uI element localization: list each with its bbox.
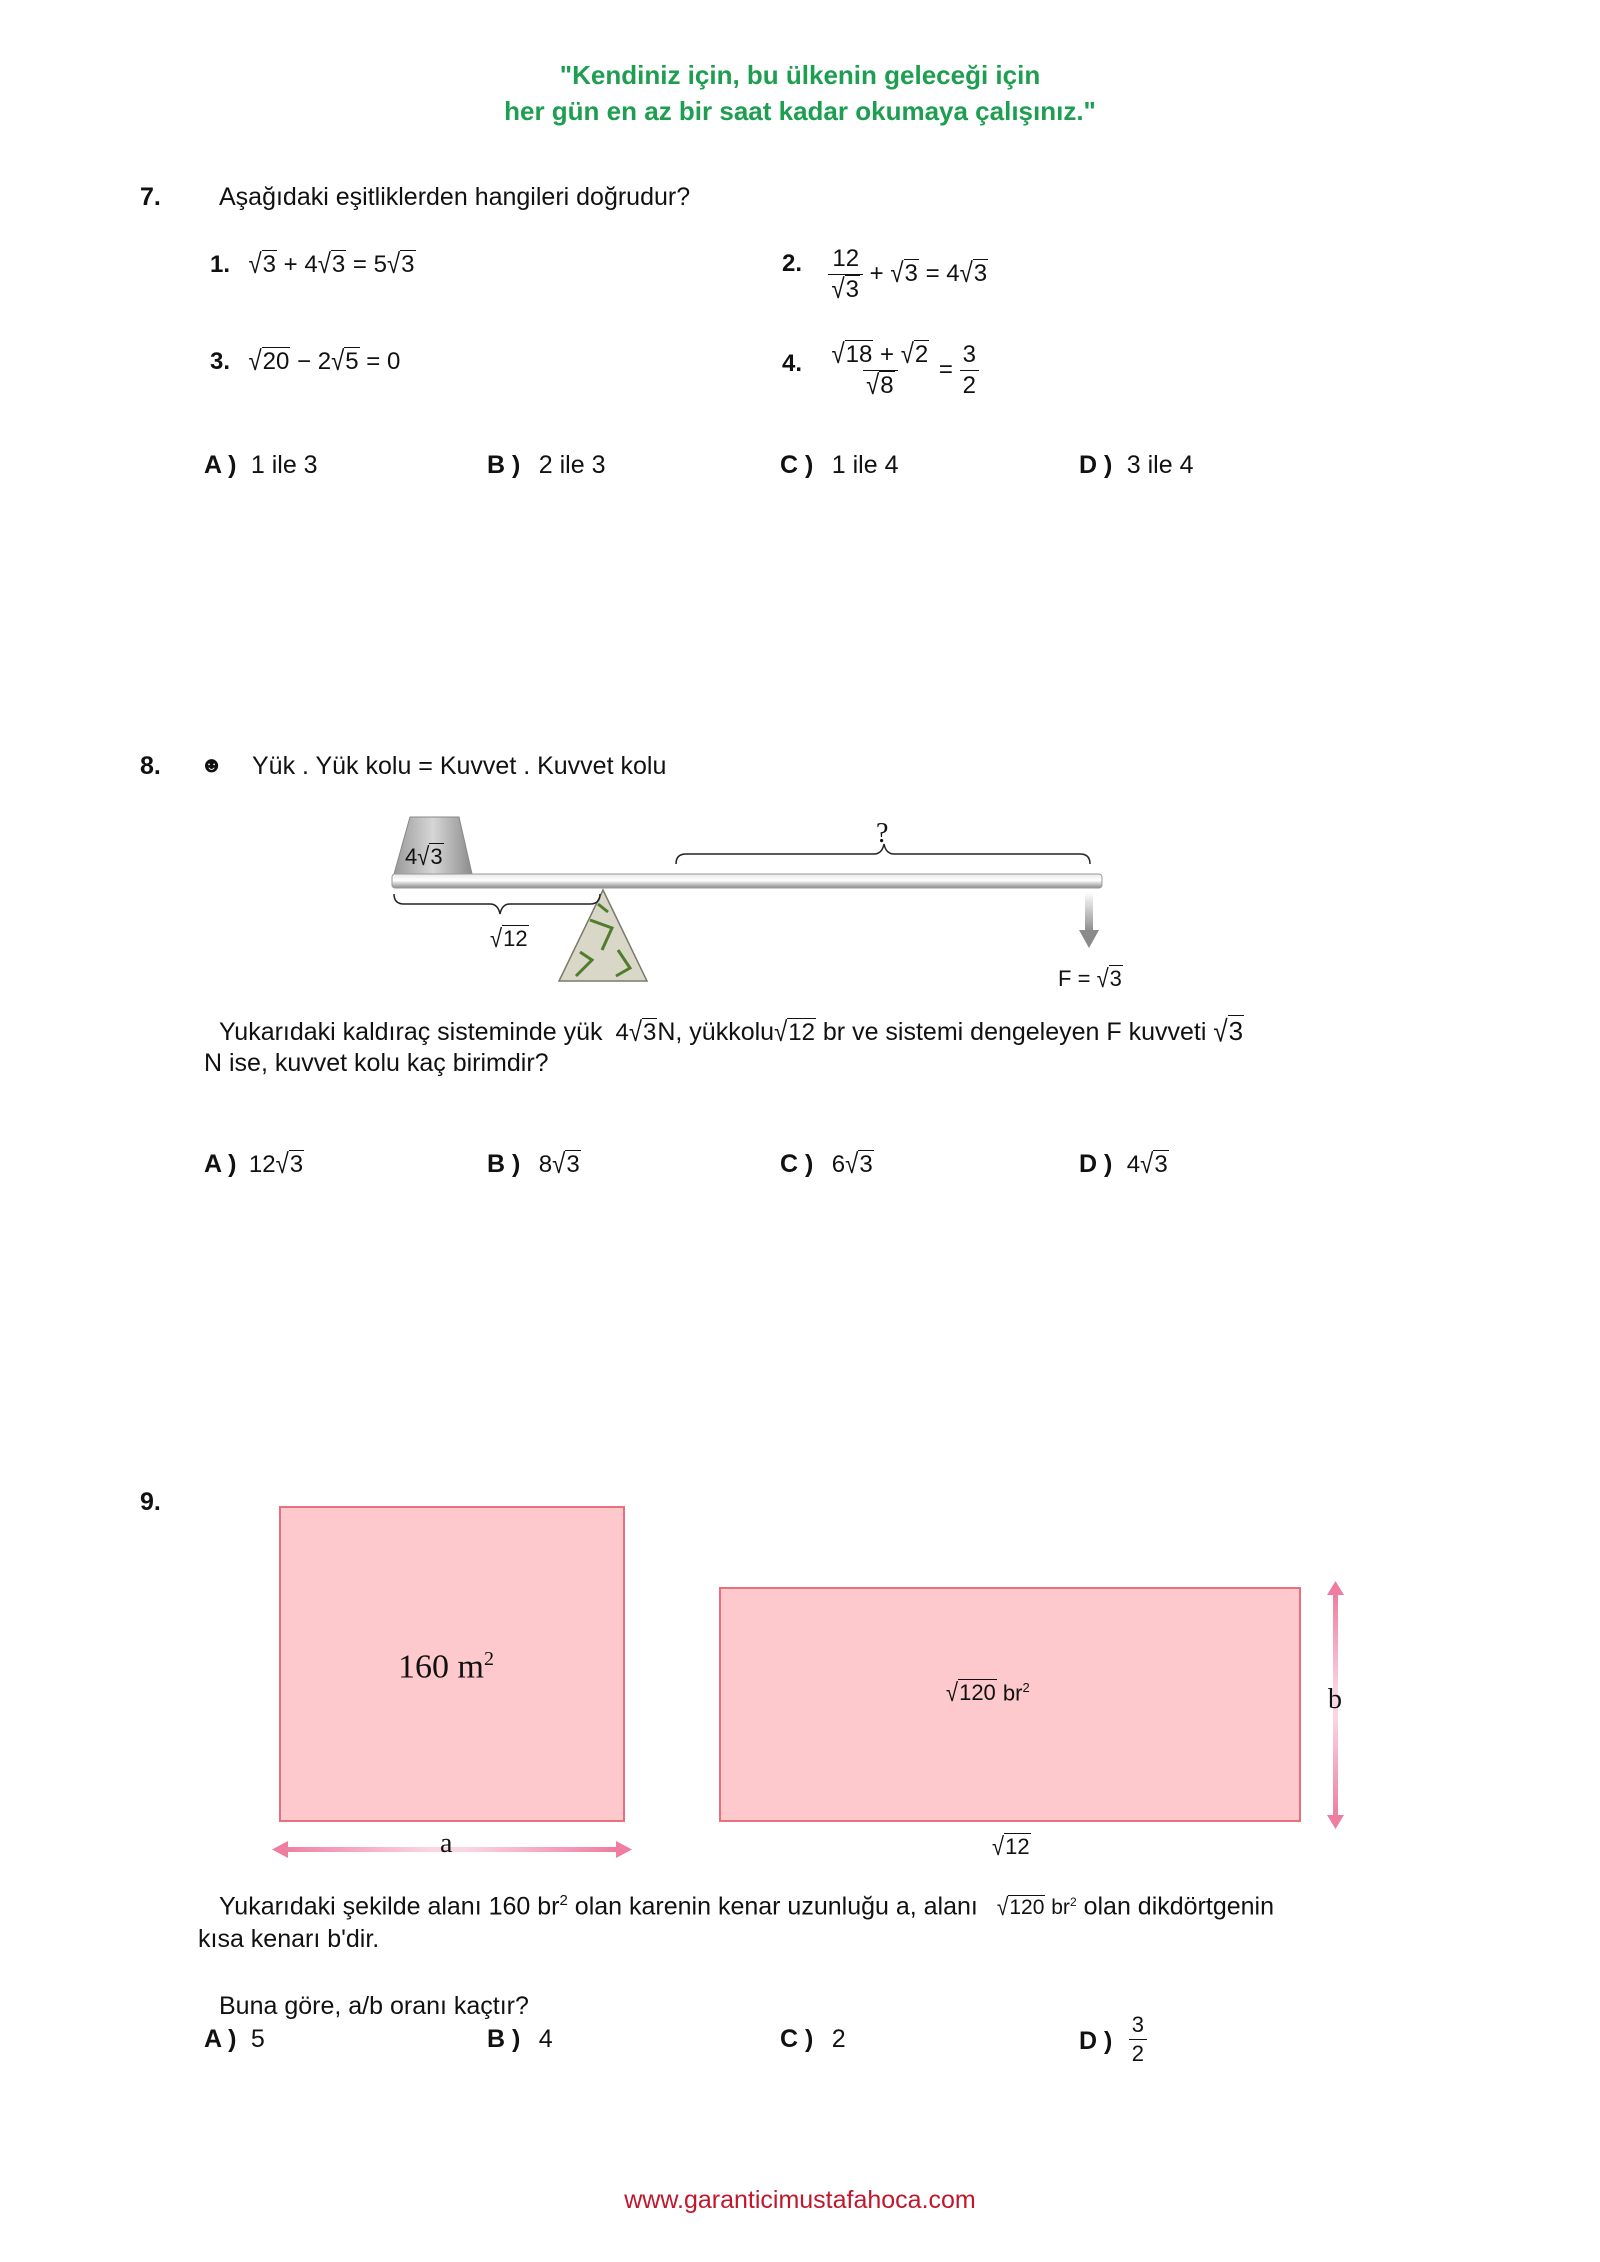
square-area-label: 160 $m^2$: [398, 1648, 494, 1686]
q7-number: 7.: [140, 183, 161, 211]
q9-text-line1: Yukarıdaki şekilde alanı 160 $br^2$ olan karenin kenar uzunluğu a, alanı √120 $br^2$ olan dikdörtgenin: [219, 1892, 1274, 1921]
side-a-arrow-left-head: [272, 1841, 288, 1858]
side-a-arrow-right-head: [616, 1841, 632, 1858]
q8-text-line1: Yukarıdaki kaldıraç sisteminde yük 4√3N, yükkolu√12 br ve sistemi dengeleyen F kuvveti √3: [219, 1013, 1244, 1049]
load-label: 4√3: [405, 842, 443, 871]
q8-formula: Yük . Yük kolu = Kuvvet . Kuvvet kolu: [252, 752, 667, 780]
q7-question: Aşağıdaki eşitliklerden hangileri doğrudur?: [219, 183, 691, 211]
header-quote: [0, 57, 1600, 129]
q8-text-line2: N ise, kuvvet kolu kaç birimdir?: [204, 1049, 549, 1077]
q7-option-b[interactable]: B ) 2 ile 3: [487, 451, 606, 479]
q7-item-2: [782, 246, 988, 304]
q7-item-3-number: 3.: [210, 348, 231, 375]
q8-option-b[interactable]: B ) 8√3: [487, 1148, 580, 1180]
q7-option-a[interactable]: A ) 1 ile 3: [204, 451, 318, 479]
rectangle-width-label: √12: [992, 1832, 1030, 1861]
q7-item-4-expression: $\frac{√18 + √2}{√8}$ = $\frac{3}{2}$: [828, 356, 978, 383]
q7-option-d[interactable]: D ) 3 ile 4: [1079, 451, 1194, 479]
force-arrow-head: [1079, 930, 1099, 948]
q7-item-1: [210, 248, 416, 280]
force-arrow-shaft: [1085, 892, 1093, 932]
q8-option-d[interactable]: D ) 4√3: [1079, 1148, 1168, 1180]
q7-item-3-expression: √20 − 2√5 = 0: [248, 345, 401, 377]
side-b-arrow-bottom-head: [1327, 1815, 1344, 1829]
q7-item-4-number: 4.: [782, 350, 803, 377]
q9-option-c[interactable]: C ) 2: [780, 2025, 846, 2053]
lever-diagram: [380, 800, 1120, 1010]
q8-option-a[interactable]: A ) 12√3: [204, 1148, 304, 1180]
q7-item-3: [210, 345, 401, 377]
unknown-arm-label: ?: [876, 818, 889, 849]
rectangle-area-label: √120 $br^2$: [946, 1678, 1030, 1708]
q9-text-line2: kısa kenarı b'dir.: [198, 1925, 380, 1953]
load-arm-label: √12: [490, 924, 528, 953]
header-quote-line1: "Kendiniz için, bu ülkenin geleceği için: [559, 60, 1041, 90]
side-b-arrow-top-head: [1327, 1581, 1344, 1595]
q9-option-b[interactable]: B ) 4: [487, 2025, 553, 2053]
header-quote-line2: her gün en az bir saat kadar okumaya çalışınız.": [504, 96, 1096, 126]
q8-number: 8.: [140, 752, 161, 780]
q9-option-d[interactable]: D ) $\frac{3}{2}$: [1079, 2013, 1147, 2066]
side-b-label: b: [1328, 1684, 1342, 1715]
force-label: F = √3: [1058, 964, 1122, 993]
q8-option-c[interactable]: C ) 6√3: [780, 1148, 873, 1180]
q9-option-a[interactable]: A ) 5: [204, 2025, 265, 2053]
load-arm-brace: [394, 894, 600, 914]
q7-option-c[interactable]: C ) 1 ile 4: [780, 451, 899, 479]
q9-number: 9.: [140, 1488, 161, 1516]
q7-item-1-number: 1.: [210, 251, 231, 278]
q8-bullet-icon: ☻: [200, 752, 224, 777]
footer-url[interactable]: www.garanticimustafahoca.com: [624, 2186, 976, 2214]
q7-item-2-expression: $\frac{12}{√3}$ + √3 = 4√3: [828, 260, 988, 287]
lever-bar: [392, 874, 1102, 888]
q7-item-1-expression: √3 + 4√3 = 5√3: [248, 248, 415, 280]
side-a-label: a: [440, 1828, 453, 1859]
q7-item-4: [782, 338, 979, 402]
q7-item-2-number: 2.: [782, 250, 803, 277]
q9-question: Buna göre, a/b oranı kaçtır?: [219, 1992, 529, 2020]
